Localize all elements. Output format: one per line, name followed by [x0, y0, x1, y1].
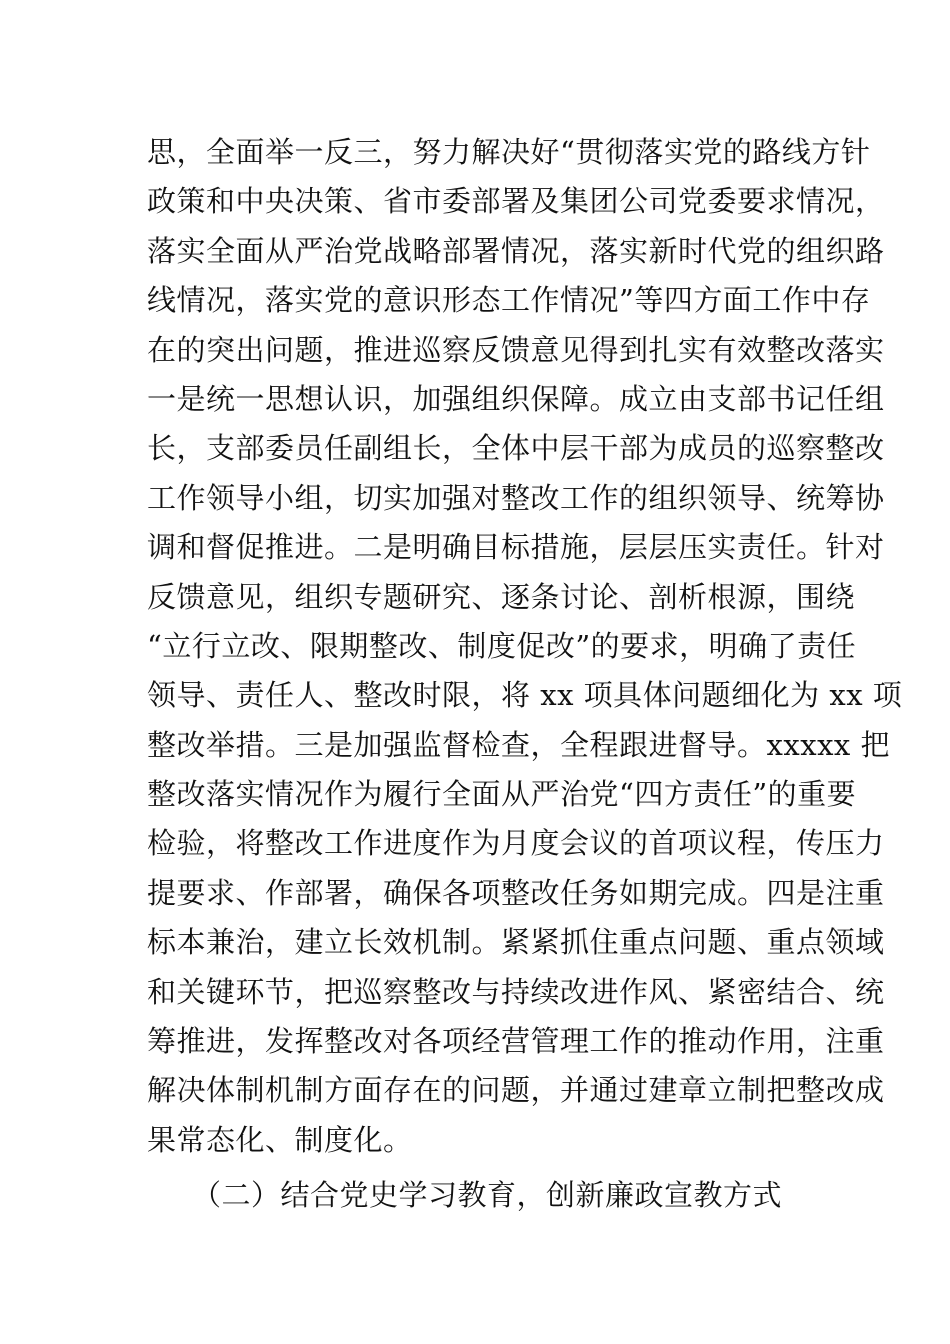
paragraph-line: 调和督促推进。二是明确目标措施，层层压实责任。针对	[147, 530, 885, 565]
paragraph-line: 落实全面从严治党战略部署情况，落实新时代党的组织路	[147, 233, 885, 268]
paragraph-line: 解决体制机制方面存在的问题，并通过建章立制把整改成	[147, 1073, 885, 1108]
paragraph-line: 领导、责任人、整改时限，将 xx 项具体问题细化为 xx 项	[147, 678, 903, 713]
paragraph-line: 一是统一思想认识，加强组织保障。成立由支部书记任组	[147, 381, 885, 416]
paragraph-line: 政策和中央决策、省市委部署及集团公司党委要求情况，	[147, 184, 885, 219]
paragraph-line: 筹推进，发挥整改对各项经营管理工作的推动作用，注重	[147, 1024, 885, 1059]
body-paragraph	[147, 128, 903, 1165]
paragraph-line: 反馈意见，组织专题研究、逐条讨论、剖析根源，围绕	[147, 579, 856, 614]
paragraph-line: 整改举措。三是加强监督检查，全程跟进督导。xxxxx 把	[147, 727, 890, 762]
paragraph-line: 检验，将整改工作进度作为月度会议的首项议程，传压力	[147, 826, 885, 861]
paragraph-line: 整改落实情况作为履行全面从严治党“四方责任”的重要	[147, 777, 857, 812]
paragraph-line: 工作领导小组，切实加强对整改工作的组织领导、统筹协	[147, 480, 885, 515]
paragraph-line: 果常态化、制度化。	[147, 1122, 413, 1157]
paragraph-line: 长，支部委员任副组长，全体中层干部为成员的巡察整改	[147, 431, 885, 466]
paragraph-line: 线情况，落实党的意识形态工作情况”等四方面工作中存	[147, 283, 871, 318]
paragraph-line: 思，全面举一反三，努力解决好“贯彻落实党的路线方针	[147, 135, 871, 169]
section-heading: （二）结合党史学习教育，创新廉政宣教方式	[192, 1178, 783, 1212]
paragraph-line: 提要求、作部署，确保各项整改任务如期完成。四是注重	[147, 875, 885, 910]
paragraph-line: “立行立改、限期整改、制度促改”的要求，明确了责任	[147, 628, 857, 663]
paragraph-line: 在的突出问题，推进巡察反馈意见得到扎实有效整改落实	[147, 332, 885, 367]
paragraph-line: 和关键环节，把巡察整改与持续改进作风、紧密结合、统	[147, 974, 885, 1009]
paragraph-line: 标本兼治，建立长效机制。紧紧抓住重点问题、重点领域	[147, 925, 885, 960]
